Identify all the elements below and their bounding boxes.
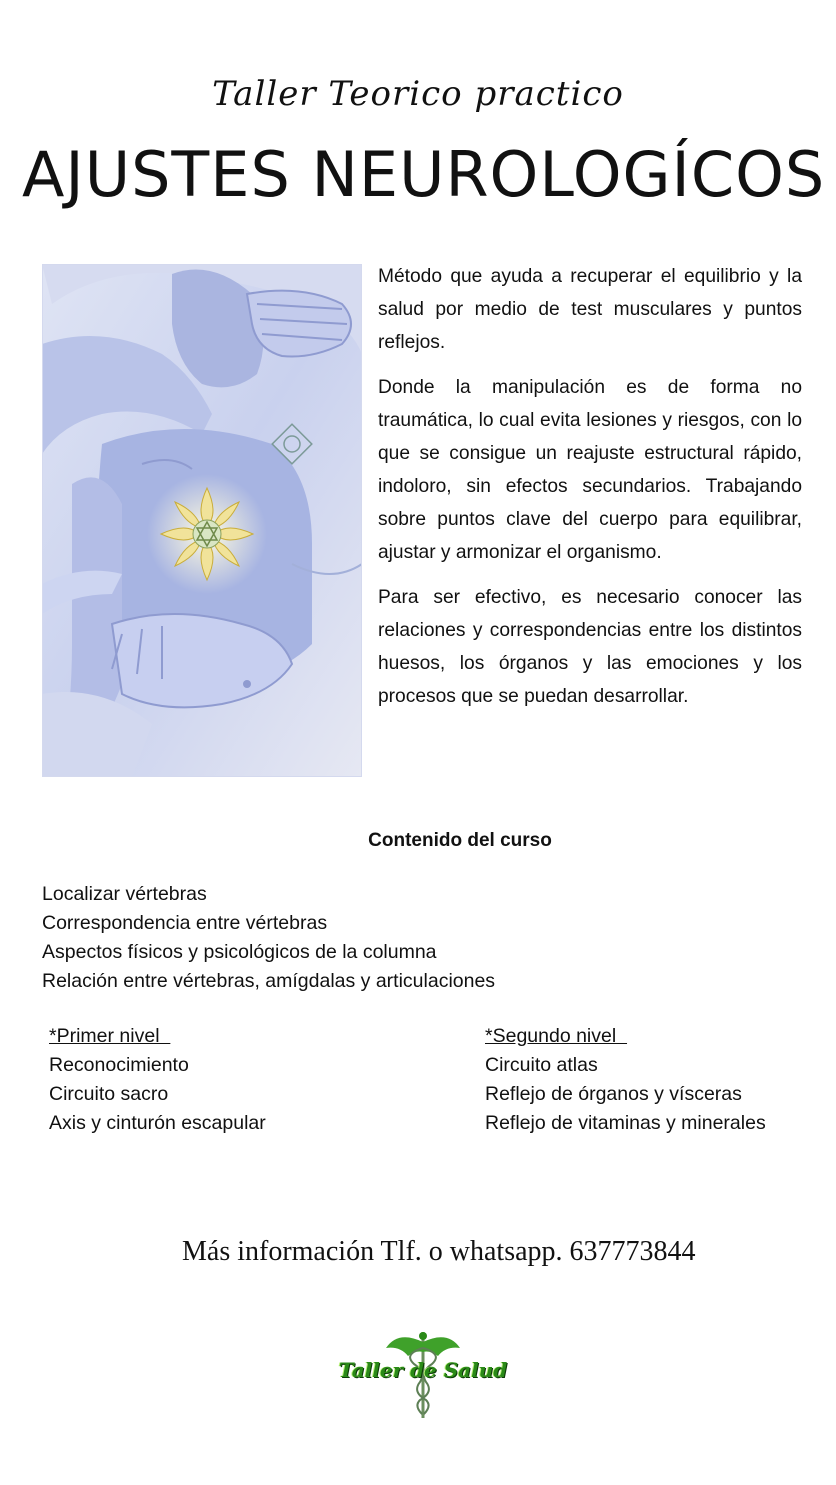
workshop-subtitle: Taller Teorico practico: [212, 74, 624, 114]
topic-item: Aspectos físicos y psicológicos de la columna: [42, 941, 437, 963]
level-item: Circuito sacro: [49, 1083, 169, 1105]
level-item: Circuito atlas: [485, 1054, 598, 1076]
topics-list: [42, 880, 802, 996]
topic-item: Localizar vértebras: [42, 883, 207, 905]
contents-heading: Contenido del curso: [368, 830, 552, 851]
topic-item: Relación entre vértebras, amígdalas y articulaciones: [42, 970, 496, 992]
intro-text: [378, 260, 802, 725]
level-item: Reconocimiento: [49, 1054, 189, 1076]
level-item: Axis y cinturón escapular: [49, 1112, 266, 1134]
intro-paragraph: Donde la manipulación es de forma no traumática, lo cual evita lesiones y riesgos, con lo que se consigue un reajuste estructural rápido, indoloro, sin efectos secundarios. Trabajando sobre puntos clave del cuerpo para equilibrar, ajustar y armonizar el organismo.: [378, 377, 802, 563]
logo-text: Taller de Salud: [338, 1358, 508, 1382]
taller-de-salud-logo: [328, 1330, 518, 1420]
contact-info: Más información Tlf. o whatsapp. 637773844: [182, 1236, 696, 1267]
first-level-list: [49, 1022, 429, 1138]
intro-paragraph: Para ser efectivo, es necesario conocer las relaciones y correspondencias entre los distintos huesos, los órganos y las emociones y los procesos que se puedan desarrollar.: [378, 587, 802, 707]
illustration-hands-body: [42, 264, 362, 777]
second-level-title: *Segundo nivel: [485, 1025, 628, 1047]
topic-item: Correspondencia entre vértebras: [42, 912, 328, 934]
intro-paragraph: Método que ayuda a recuperar el equilibrio y la salud por medio de test musculares y puntos reflejos.: [378, 266, 802, 353]
second-level-list: [485, 1022, 825, 1138]
first-level-title: *Primer nivel: [49, 1025, 171, 1047]
page-title: AJUSTES NEUROLOGÍCOS: [22, 138, 826, 211]
level-item: Reflejo de vitaminas y minerales: [485, 1112, 766, 1134]
level-item: Reflejo de órganos y vísceras: [485, 1083, 742, 1105]
